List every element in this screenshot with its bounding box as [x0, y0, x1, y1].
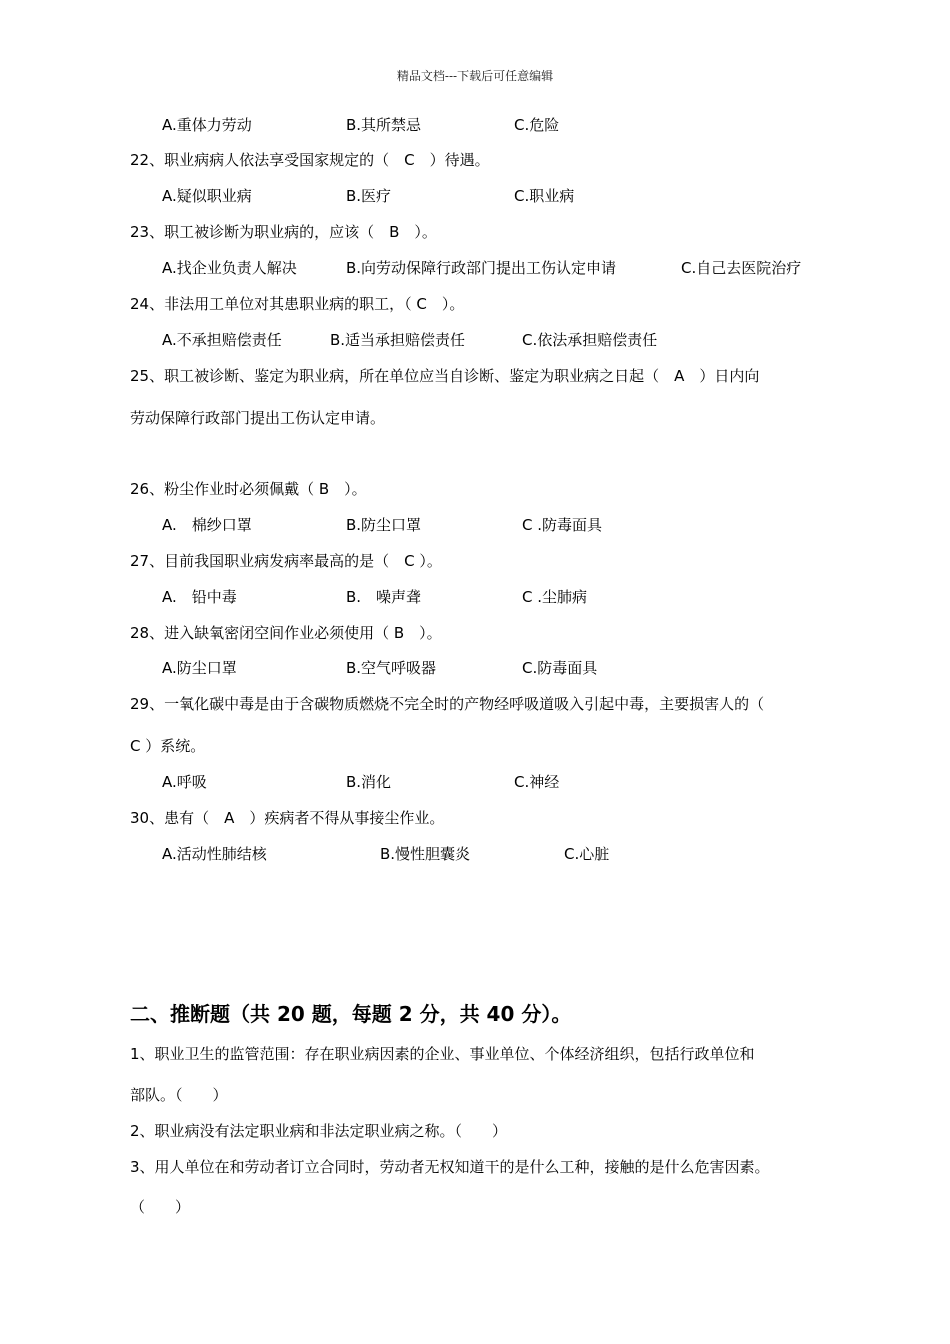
q26-option-c: C .防毒面具	[522, 516, 603, 534]
q26-option-b: B.防尘口罩	[346, 516, 422, 534]
q28-option-c: C.防毒面具	[522, 659, 598, 677]
q28-option-b: B.空气呼吸器	[346, 659, 437, 677]
q22-option-c: C.职业病	[514, 187, 575, 205]
q26-option-a: A. 棉纱口罩	[162, 516, 252, 534]
q21-option-b: B.其所禁忌	[346, 116, 422, 134]
q30-text: 30、患有（ A ）疾病者不得从事接尘作业。	[130, 809, 445, 827]
judgement-3-line2: （ ）	[130, 1198, 191, 1216]
q28-option-a: A.防尘口罩	[162, 659, 237, 677]
judgement-1-line1: 1、职业卫生的监管范围：存在职业病因素的企业、事业单位、个体经济组织，包括行政单位和	[130, 1045, 755, 1063]
q27-option-b: B. 噪声聋	[346, 588, 422, 606]
judgement-2: 2、职业病没有法定职业病和非法定职业病之称。（ ）	[130, 1122, 508, 1140]
q23-option-b: B.向劳动保障行政部门提出工伤认定申请	[346, 259, 617, 277]
q27-option-c: C .尘肺病	[522, 588, 588, 606]
q24-text: 24、非法用工单位对其患职业病的职工，（ C ）。	[130, 295, 465, 313]
q24-option-c: C.依法承担赔偿责任	[522, 331, 658, 349]
page-header: 精品文档---下载后可任意编辑	[396, 69, 554, 83]
judgement-1-line2: 部队。（ ）	[130, 1086, 228, 1104]
section-2-title: 二、推断题（共 20 题，每题 2 分，共 40 分）。	[130, 1002, 572, 1026]
q29-option-a: A.呼吸	[162, 773, 207, 791]
q29-text-line2: C ）系统。	[130, 737, 206, 755]
q24-option-b: B.适当承担赔偿责任	[330, 331, 466, 349]
q27-text: 27、目前我国职业病发病率最高的是（ C ）。	[130, 552, 442, 570]
q25-text-line1: 25、职工被诊断、鉴定为职业病，所在单位应当自诊断、鉴定为职业病之日起（ A ）日内向	[130, 367, 760, 385]
q22-option-a: A.疑似职业病	[162, 187, 252, 205]
judgement-3-line1: 3、用人单位在和劳动者订立合同时，劳动者无权知道干的是什么工种，接触的是什么危害因素。	[130, 1158, 770, 1176]
q28-text: 28、进入缺氧密闭空间作业必须使用（ B ）。	[130, 624, 442, 642]
q30-option-b: B.慢性胆囊炎	[380, 845, 471, 863]
q27-option-a: A. 铅中毒	[162, 588, 237, 606]
q24-option-a: A.不承担赔偿责任	[162, 331, 282, 349]
q25-text-line2: 劳动保障行政部门提出工伤认定申请。	[130, 409, 386, 427]
q26-text: 26、粉尘作业时必须佩戴（ B ）。	[130, 480, 367, 498]
q22-text: 22、职业病病人依法享受国家规定的（ C ）待遇。	[130, 151, 490, 169]
q30-option-a: A.活动性肺结核	[162, 845, 267, 863]
q29-text-line1: 29、一氧化碳中毒是由于含碳物质燃烧不完全时的产物经呼吸道吸入引起中毒，主要损害人的（	[130, 695, 765, 713]
q29-option-c: C.神经	[514, 773, 560, 791]
q23-text: 23、职工被诊断为职业病的，应该（ B ）。	[130, 223, 437, 241]
q23-option-c: C.自己去医院治疗	[681, 259, 802, 277]
q23-option-a: A.找企业负责人解决	[162, 259, 297, 277]
q22-option-b: B.医疗	[346, 187, 392, 205]
q21-option-a: A.重体力劳动	[162, 116, 252, 134]
q29-option-b: B.消化	[346, 773, 392, 791]
q21-option-c: C.危险	[514, 116, 560, 134]
q30-option-c: C.心脏	[564, 845, 610, 863]
